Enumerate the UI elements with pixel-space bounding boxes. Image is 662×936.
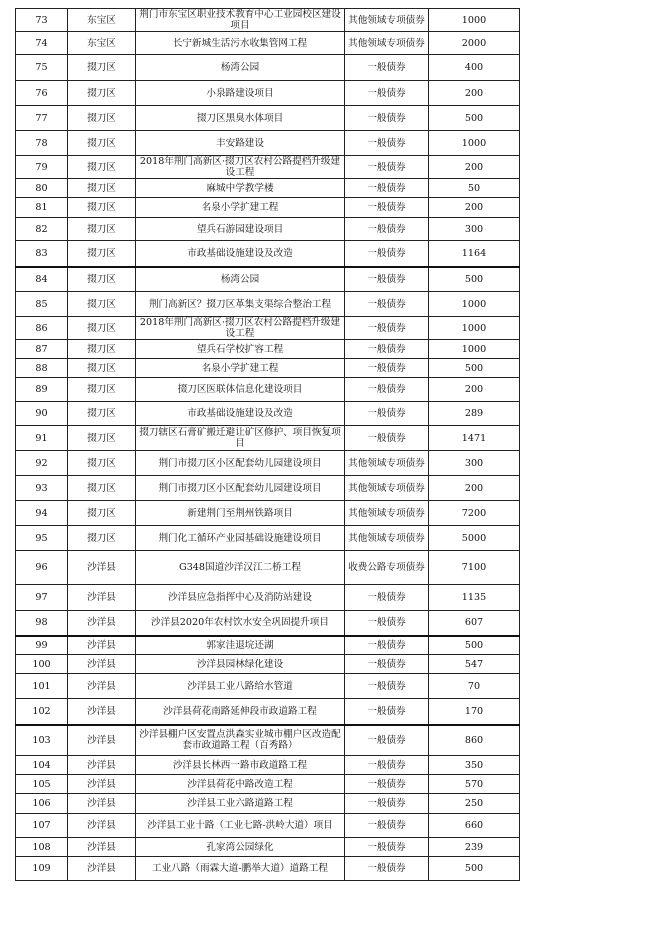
project-name-cell: 长宁新城生活污水收集管网工程	[136, 32, 345, 55]
project-name-cell: 市政基础设施建设及改造	[136, 241, 345, 267]
amount-cell: 1000	[429, 340, 520, 359]
bond-type-cell: 一般债券	[345, 402, 429, 426]
bond-type-cell: 其他领域专项债券	[345, 501, 429, 526]
bond-type-cell: 一般债券	[345, 426, 429, 451]
bond-type-cell: 一般债券	[345, 674, 429, 699]
bond-type-cell: 一般债券	[345, 775, 429, 794]
table-row	[16, 725, 520, 756]
amount-cell: 500	[429, 106, 520, 131]
bond-type-cell: 一般债券	[345, 636, 429, 655]
row-number-cell: 78	[16, 131, 68, 156]
project-name-cell: 沙洋县园林绿化建设	[136, 655, 345, 674]
district-cell: 沙洋县	[68, 655, 136, 674]
district-cell: 掇刀区	[68, 378, 136, 402]
district-cell: 掇刀区	[68, 340, 136, 359]
row-number-cell: 86	[16, 317, 68, 340]
bond-type-cell: 一般债券	[345, 292, 429, 317]
bond-type-cell: 一般债券	[345, 378, 429, 402]
project-name-cell: 名泉小学扩建工程	[136, 359, 345, 378]
row-number-cell: 92	[16, 451, 68, 476]
row-number-cell: 105	[16, 775, 68, 794]
district-cell: 沙洋县	[68, 674, 136, 699]
amount-cell: 200	[429, 81, 520, 106]
amount-cell: 1471	[429, 426, 520, 451]
district-cell: 沙洋县	[68, 611, 136, 636]
project-name-cell: 杨湾公园	[136, 55, 345, 81]
project-name-cell: 名泉小学扩建工程	[136, 198, 345, 218]
project-name-cell: 麻城中学教学楼	[136, 179, 345, 198]
amount-cell: 200	[429, 378, 520, 402]
project-name-cell: 小泉路建设项目	[136, 81, 345, 106]
amount-cell: 607	[429, 611, 520, 636]
table-row	[16, 55, 520, 81]
row-number-cell: 91	[16, 426, 68, 451]
row-number-cell: 73	[16, 9, 68, 32]
table-body	[16, 9, 520, 881]
district-cell: 东宝区	[68, 32, 136, 55]
table-row	[16, 131, 520, 156]
row-number-cell: 97	[16, 585, 68, 611]
project-name-cell: 荆门市掇刀区小区配套幼儿园建设项目	[136, 451, 345, 476]
row-number-cell: 94	[16, 501, 68, 526]
bond-type-cell: 一般债券	[345, 838, 429, 857]
bond-type-cell: 一般债券	[345, 359, 429, 378]
table-row	[16, 340, 520, 359]
project-name-cell: 掇刀辖区石膏矿搬迁避让矿区修护、项目恢复项目	[136, 426, 345, 451]
bond-type-cell: 一般债券	[345, 218, 429, 241]
bond-type-cell: 一般债券	[345, 585, 429, 611]
table-row	[16, 636, 520, 655]
project-name-cell: 工业八路（雨霖大道-鹏举大道）道路工程	[136, 857, 345, 881]
district-cell: 掇刀区	[68, 501, 136, 526]
project-name-cell: 沙洋县棚户区安置点洪森实业城市棚户区改造配套市政道路工程（百秀路）	[136, 725, 345, 756]
district-cell: 沙洋县	[68, 699, 136, 725]
table-row	[16, 81, 520, 106]
bond-type-cell: 其他领域专项债券	[345, 9, 429, 32]
bond-type-cell: 一般债券	[345, 81, 429, 106]
district-cell: 掇刀区	[68, 317, 136, 340]
amount-cell: 7100	[429, 551, 520, 585]
table-row	[16, 501, 520, 526]
bond-type-cell: 一般债券	[345, 611, 429, 636]
row-number-cell: 88	[16, 359, 68, 378]
amount-cell: 2000	[429, 32, 520, 55]
district-cell: 掇刀区	[68, 476, 136, 501]
table-row	[16, 359, 520, 378]
row-number-cell: 75	[16, 55, 68, 81]
amount-cell: 50	[429, 179, 520, 198]
row-number-cell: 103	[16, 725, 68, 756]
bond-type-cell: 一般债券	[345, 340, 429, 359]
amount-cell: 400	[429, 55, 520, 81]
amount-cell: 1000	[429, 131, 520, 156]
project-name-cell: 沙洋县长林西一路市政道路工程	[136, 756, 345, 775]
amount-cell: 500	[429, 636, 520, 655]
amount-cell: 170	[429, 699, 520, 725]
row-number-cell: 80	[16, 179, 68, 198]
table-row	[16, 674, 520, 699]
row-number-cell: 90	[16, 402, 68, 426]
table-row	[16, 106, 520, 131]
district-cell: 沙洋县	[68, 775, 136, 794]
table-row	[16, 179, 520, 198]
project-name-cell: 荆门市掇刀区小区配套幼儿园建设项目	[136, 476, 345, 501]
district-cell: 沙洋县	[68, 857, 136, 881]
district-cell: 掇刀区	[68, 106, 136, 131]
row-number-cell: 79	[16, 156, 68, 179]
district-cell: 沙洋县	[68, 756, 136, 775]
table-row	[16, 526, 520, 551]
amount-cell: 860	[429, 725, 520, 756]
row-number-cell: 96	[16, 551, 68, 585]
table-row	[16, 611, 520, 636]
district-cell: 掇刀区	[68, 451, 136, 476]
bond-type-cell: 一般债券	[345, 655, 429, 674]
project-name-cell: 沙洋县应急指挥中心及消防站建设	[136, 585, 345, 611]
project-name-cell: 孔家湾公园绿化	[136, 838, 345, 857]
district-cell: 沙洋县	[68, 636, 136, 655]
amount-cell: 500	[429, 267, 520, 292]
table-row	[16, 198, 520, 218]
row-number-cell: 76	[16, 81, 68, 106]
row-number-cell: 77	[16, 106, 68, 131]
amount-cell: 70	[429, 674, 520, 699]
table-row	[16, 756, 520, 775]
bond-type-cell: 其他领域专项债券	[345, 451, 429, 476]
bond-type-cell: 一般债券	[345, 106, 429, 131]
table-row	[16, 451, 520, 476]
table-row	[16, 655, 520, 674]
table-row	[16, 814, 520, 838]
amount-cell: 500	[429, 359, 520, 378]
district-cell: 掇刀区	[68, 179, 136, 198]
district-cell: 东宝区	[68, 9, 136, 32]
bond-type-cell: 一般债券	[345, 267, 429, 292]
amount-cell: 5000	[429, 526, 520, 551]
project-name-cell: 郭家洼退垸还湖	[136, 636, 345, 655]
table-row	[16, 426, 520, 451]
district-cell: 沙洋县	[68, 838, 136, 857]
amount-cell: 289	[429, 402, 520, 426]
table-row	[16, 551, 520, 585]
row-number-cell: 83	[16, 241, 68, 267]
bond-project-table	[15, 8, 520, 881]
amount-cell: 200	[429, 476, 520, 501]
table-row	[16, 9, 520, 32]
bond-type-cell: 其他领域专项债券	[345, 526, 429, 551]
row-number-cell: 109	[16, 857, 68, 881]
amount-cell: 250	[429, 794, 520, 814]
district-cell: 沙洋县	[68, 585, 136, 611]
bond-type-cell: 一般债券	[345, 725, 429, 756]
bond-type-cell: 一般债券	[345, 179, 429, 198]
district-cell: 掇刀区	[68, 218, 136, 241]
table-row	[16, 585, 520, 611]
district-cell: 掇刀区	[68, 402, 136, 426]
table-row	[16, 775, 520, 794]
project-name-cell: 荆门化工循环产业园基础设施建设项目	[136, 526, 345, 551]
amount-cell: 1000	[429, 317, 520, 340]
project-name-cell: 沙洋县工业六路道路工程	[136, 794, 345, 814]
bond-type-cell: 一般债券	[345, 241, 429, 267]
project-name-cell: 2018年荆门高新区·掇刀区农村公路提档升级建设工程	[136, 156, 345, 179]
project-name-cell: G348国道沙洋汉江二桥工程	[136, 551, 345, 585]
project-name-cell: 沙洋县工业八路给水管道	[136, 674, 345, 699]
amount-cell: 1135	[429, 585, 520, 611]
table-row	[16, 699, 520, 725]
district-cell: 沙洋县	[68, 814, 136, 838]
district-cell: 掇刀区	[68, 131, 136, 156]
bond-type-cell: 一般债券	[345, 317, 429, 340]
table-row	[16, 857, 520, 881]
district-cell: 掇刀区	[68, 267, 136, 292]
amount-cell: 350	[429, 756, 520, 775]
project-name-cell: 荆门高新区？掇刀区革集支渠综合整治工程	[136, 292, 345, 317]
amount-cell: 660	[429, 814, 520, 838]
row-number-cell: 106	[16, 794, 68, 814]
row-number-cell: 98	[16, 611, 68, 636]
bond-type-cell: 其他领域专项债券	[345, 32, 429, 55]
amount-cell: 500	[429, 857, 520, 881]
project-name-cell: 2018年荆门高新区·掇刀区农村公路提档升级建设工程	[136, 317, 345, 340]
amount-cell: 7200	[429, 501, 520, 526]
table-row	[16, 156, 520, 179]
bond-type-cell: 一般债券	[345, 756, 429, 775]
project-name-cell: 丰安路建设	[136, 131, 345, 156]
table-row	[16, 794, 520, 814]
bond-type-cell: 一般债券	[345, 814, 429, 838]
table-row	[16, 32, 520, 55]
district-cell: 掇刀区	[68, 241, 136, 267]
row-number-cell: 108	[16, 838, 68, 857]
bond-type-cell: 一般债券	[345, 156, 429, 179]
table-row	[16, 402, 520, 426]
row-number-cell: 84	[16, 267, 68, 292]
amount-cell: 570	[429, 775, 520, 794]
amount-cell: 300	[429, 218, 520, 241]
project-name-cell: 新建荆门至荆州铁路项目	[136, 501, 345, 526]
row-number-cell: 93	[16, 476, 68, 501]
amount-cell: 1000	[429, 9, 520, 32]
row-number-cell: 104	[16, 756, 68, 775]
bond-type-cell: 一般债券	[345, 131, 429, 156]
amount-cell: 1164	[429, 241, 520, 267]
project-name-cell: 杨湾公园	[136, 267, 345, 292]
table-row	[16, 838, 520, 857]
district-cell: 掇刀区	[68, 292, 136, 317]
project-name-cell: 沙洋县荷花南路延伸段市政道路工程	[136, 699, 345, 725]
table-row	[16, 267, 520, 292]
row-number-cell: 99	[16, 636, 68, 655]
district-cell: 沙洋县	[68, 551, 136, 585]
amount-cell: 1000	[429, 292, 520, 317]
district-cell: 沙洋县	[68, 725, 136, 756]
project-name-cell: 掇刀区医联体信息化建设项目	[136, 378, 345, 402]
bond-type-cell: 一般债券	[345, 794, 429, 814]
table-row	[16, 476, 520, 501]
amount-cell: 547	[429, 655, 520, 674]
bond-type-cell: 一般债券	[345, 55, 429, 81]
bond-type-cell: 其他领域专项债券	[345, 476, 429, 501]
table-row	[16, 218, 520, 241]
district-cell: 掇刀区	[68, 526, 136, 551]
project-name-cell: 沙洋县荷花中路改造工程	[136, 775, 345, 794]
row-number-cell: 82	[16, 218, 68, 241]
bond-type-cell: 一般债券	[345, 699, 429, 725]
project-name-cell: 掇刀区黑臭水体项目	[136, 106, 345, 131]
table-row	[16, 317, 520, 340]
row-number-cell: 102	[16, 699, 68, 725]
row-number-cell: 85	[16, 292, 68, 317]
row-number-cell: 100	[16, 655, 68, 674]
project-name-cell: 望兵石学校扩容工程	[136, 340, 345, 359]
table-row	[16, 378, 520, 402]
district-cell: 掇刀区	[68, 359, 136, 378]
table-row	[16, 241, 520, 267]
project-name-cell: 望兵石游园建设项目	[136, 218, 345, 241]
amount-cell: 300	[429, 451, 520, 476]
amount-cell: 239	[429, 838, 520, 857]
row-number-cell: 95	[16, 526, 68, 551]
project-name-cell: 市政基础设施建设及改造	[136, 402, 345, 426]
bond-type-cell: 一般债券	[345, 857, 429, 881]
bond-project-table-sheet	[15, 8, 519, 881]
bond-type-cell: 一般债券	[345, 198, 429, 218]
district-cell: 掇刀区	[68, 81, 136, 106]
project-name-cell: 沙洋县工业十路（工业七路-洪岭大道）项目	[136, 814, 345, 838]
district-cell: 沙洋县	[68, 794, 136, 814]
row-number-cell: 81	[16, 198, 68, 218]
district-cell: 掇刀区	[68, 156, 136, 179]
project-name-cell: 沙洋县2020年农村饮水安全巩固提升项目	[136, 611, 345, 636]
amount-cell: 200	[429, 156, 520, 179]
row-number-cell: 107	[16, 814, 68, 838]
row-number-cell: 87	[16, 340, 68, 359]
table-row	[16, 292, 520, 317]
district-cell: 掇刀区	[68, 426, 136, 451]
district-cell: 掇刀区	[68, 55, 136, 81]
row-number-cell: 101	[16, 674, 68, 699]
project-name-cell: 荆门市东宝区职业技术教育中心工业园校区建设项目	[136, 9, 345, 32]
district-cell: 掇刀区	[68, 198, 136, 218]
bond-type-cell: 收费公路专项债券	[345, 551, 429, 585]
row-number-cell: 89	[16, 378, 68, 402]
amount-cell: 200	[429, 198, 520, 218]
row-number-cell: 74	[16, 32, 68, 55]
